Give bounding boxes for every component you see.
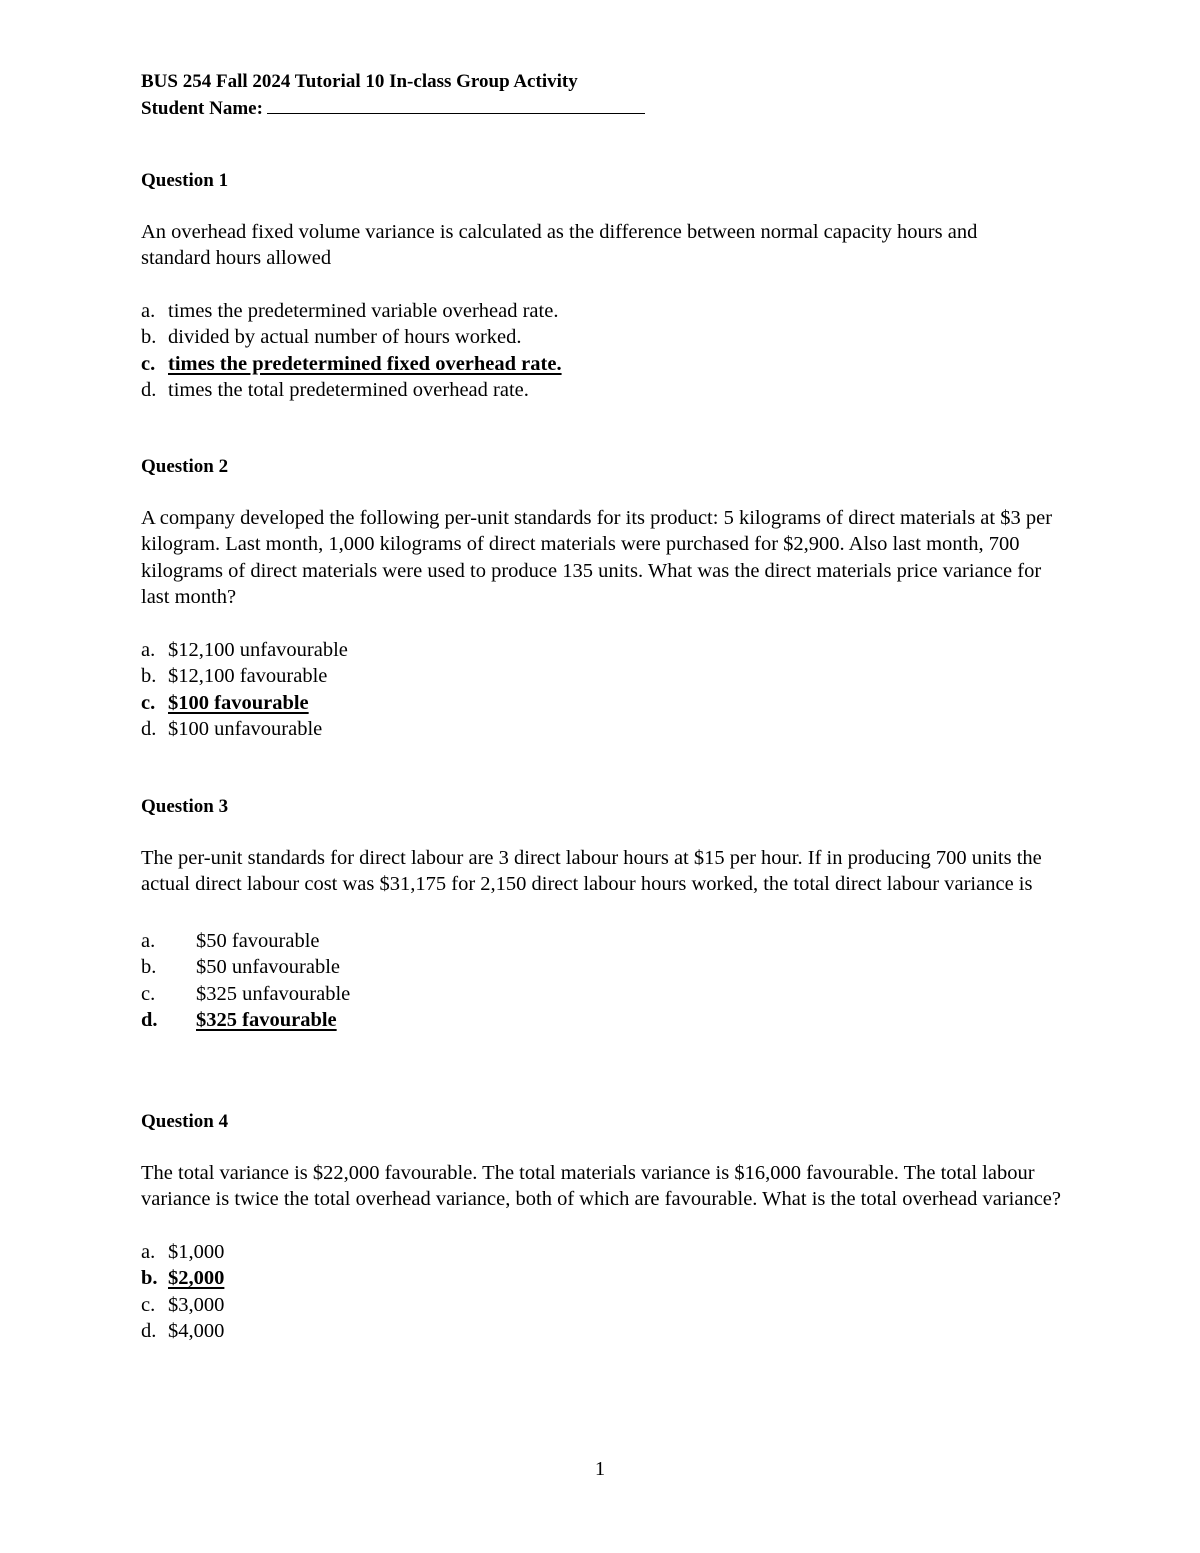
- option-text: $2,000: [168, 1267, 225, 1289]
- option-text: times the predetermined variable overhead rate.: [168, 299, 559, 322]
- option-text: $4,000: [168, 1320, 225, 1342]
- question-text: A company developed the following per-unit standards for its product: 5 kilograms of direct materials at $3 per kilogram. Last month, 1,000 kilograms of direct materials were purchased for $2,900. Also last month, 700 kilograms of direct materials were used to produce 135 units. What was the direct materials price variance for last month?: [141, 506, 1053, 608]
- question-text: The total variance is $22,000 favourable. The total materials variance is $16,000 favourable. The total labour variance is twice the total overhead variance, both of which are favourable. What is the total overhead variance?: [141, 1161, 1061, 1210]
- document-page: [141, 68, 1071, 1342]
- option-letter: c.: [141, 1293, 156, 1316]
- option-letter: b.: [141, 956, 157, 978]
- document-title: BUS 254 Fall 2024 Tutorial 10 In-class Group Activity: [141, 71, 578, 92]
- option-letter: a.: [141, 638, 156, 661]
- question-heading: Question 2: [141, 456, 229, 477]
- option-a[interactable]: [141, 637, 1071, 664]
- option-d-correct[interactable]: [141, 1007, 1071, 1034]
- student-name-label: Student Name:: [141, 98, 263, 119]
- option-letter: d.: [141, 718, 157, 740]
- student-name-blank[interactable]: [267, 95, 645, 114]
- option-d[interactable]: [141, 377, 1071, 404]
- option-d[interactable]: [141, 1318, 1071, 1345]
- student-name-row: [141, 95, 1071, 122]
- option-text: $100 favourable: [168, 691, 309, 714]
- option-letter: a.: [141, 299, 156, 322]
- question-2: [141, 454, 1071, 743]
- option-c-correct[interactable]: [141, 690, 1071, 717]
- option-text: divided by actual number of hours worked.: [168, 326, 522, 348]
- option-letter: d.: [141, 1009, 158, 1031]
- option-b[interactable]: [141, 954, 1071, 981]
- option-text: times the predetermined fixed overhead rate.: [168, 352, 562, 375]
- option-b-correct[interactable]: [141, 1265, 1071, 1292]
- option-b[interactable]: [141, 663, 1071, 690]
- option-c[interactable]: [141, 981, 1071, 1008]
- question-heading: Question 3: [141, 796, 229, 817]
- option-letter: c.: [141, 352, 156, 375]
- option-letter: a.: [141, 1240, 156, 1263]
- option-letter: d.: [141, 379, 157, 401]
- question-4: [141, 1109, 1071, 1345]
- answer-options: [141, 298, 1071, 404]
- option-text: $1,000: [168, 1240, 225, 1263]
- question-text: The per-unit standards for direct labour are 3 direct labour hours at $15 per hour. If in producing 700 units the actual direct labour cost was $31,175 for 2,150 direct labour hours worked, the total direct labour variance is: [141, 846, 1042, 895]
- option-text: $12,100 unfavourable: [168, 638, 348, 661]
- option-text: $12,100 favourable: [168, 665, 328, 687]
- option-letter: d.: [141, 1320, 157, 1342]
- question-heading: Question 1: [141, 170, 229, 191]
- option-letter: b.: [141, 665, 157, 687]
- question-heading: Question 4: [141, 1111, 229, 1132]
- option-a[interactable]: [141, 1239, 1071, 1266]
- option-letter: a.: [141, 929, 156, 952]
- option-a[interactable]: [141, 298, 1071, 325]
- option-text: $100 unfavourable: [168, 718, 323, 740]
- option-text: $325 favourable: [196, 1009, 337, 1031]
- option-text: $3,000: [168, 1293, 225, 1316]
- option-b[interactable]: [141, 324, 1071, 351]
- option-c[interactable]: [141, 1292, 1071, 1319]
- option-text: $50 favourable: [196, 929, 320, 952]
- answer-options: [141, 637, 1071, 743]
- option-letter: c.: [141, 691, 156, 714]
- option-text: times the total predetermined overhead rate.: [168, 379, 529, 401]
- question-1: [141, 168, 1071, 404]
- question-text: An overhead fixed volume variance is calculated as the difference between normal capacity hours and standard hours allowed: [141, 220, 978, 269]
- answer-options: [141, 1239, 1071, 1345]
- option-d[interactable]: [141, 716, 1071, 743]
- option-a[interactable]: [141, 928, 1071, 955]
- question-3: [141, 794, 1071, 1034]
- option-text: $325 unfavourable: [196, 982, 351, 1005]
- option-letter: b.: [141, 326, 157, 348]
- option-letter: b.: [141, 1267, 158, 1289]
- option-letter: c.: [141, 982, 156, 1005]
- option-c-correct[interactable]: [141, 351, 1071, 378]
- page-number: 1: [594, 1458, 606, 1480]
- answer-options: [141, 928, 1071, 1034]
- option-text: $50 unfavourable: [196, 956, 341, 978]
